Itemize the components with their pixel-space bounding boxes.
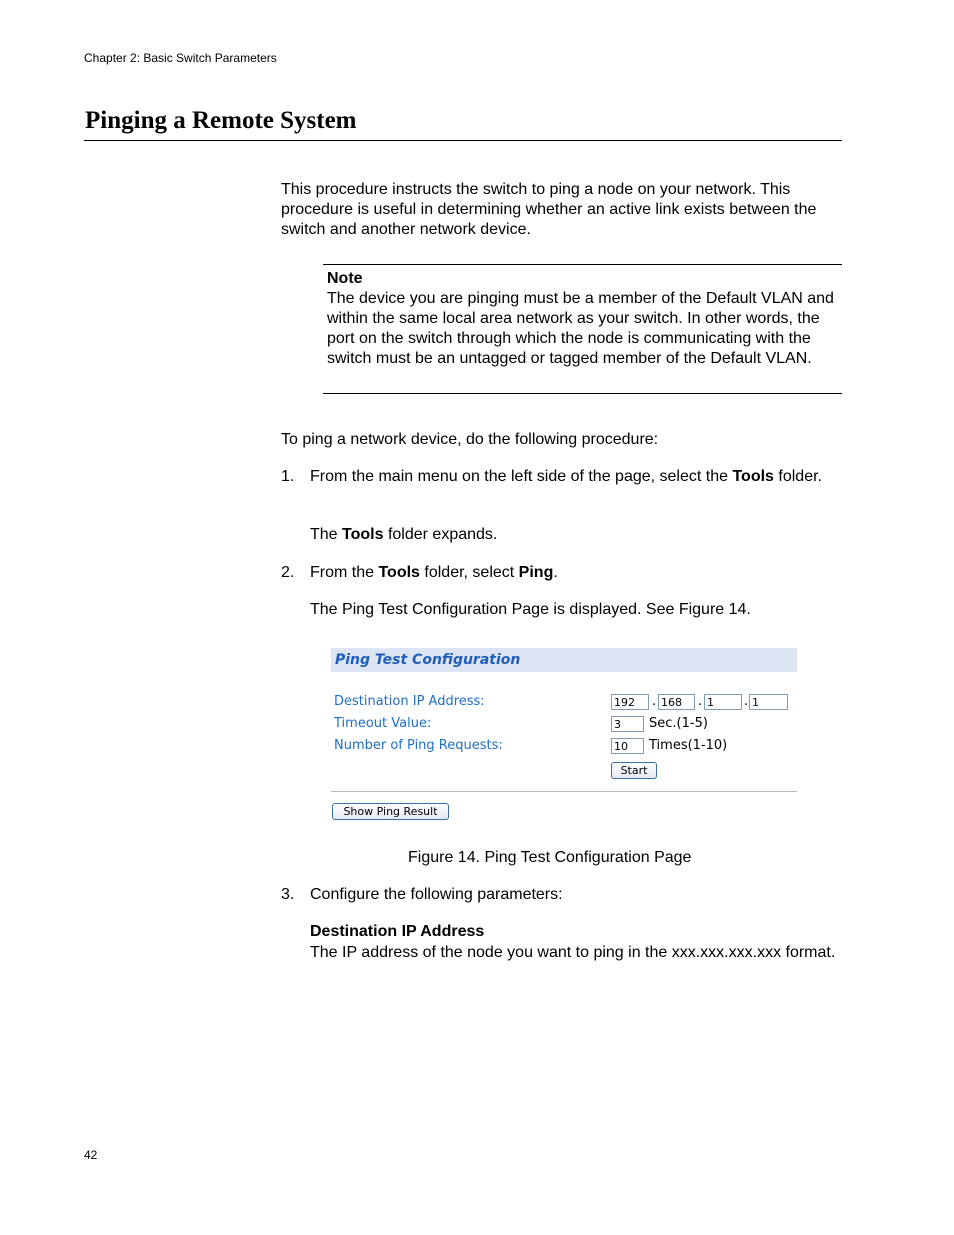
step-text-part: From the — [310, 564, 379, 581]
start-button[interactable]: Start — [611, 762, 657, 779]
section-title: Pinging a Remote System — [85, 107, 357, 134]
figure-divider — [331, 791, 797, 792]
step-result-part: The — [310, 526, 343, 543]
step-result-bold: Tools — [342, 526, 384, 543]
ip-octet-2-input[interactable]: 168 — [658, 694, 695, 710]
step-text — [310, 467, 842, 487]
ip-octet-3-input[interactable]: 1 — [704, 694, 742, 710]
ping-config-figure — [331, 648, 798, 823]
show-ping-result-button[interactable]: Show Ping Result — [332, 803, 449, 820]
ip-octet-1-input[interactable]: 192 — [611, 694, 649, 710]
page-number: 42 — [84, 1148, 98, 1162]
step-result — [310, 525, 842, 545]
ping-count-label: Number of Ping Requests: — [334, 738, 503, 753]
title-rule — [84, 140, 842, 141]
step-text: Configure the following parameters: — [310, 886, 563, 903]
note-box — [323, 264, 842, 394]
step-text-part: From the main menu on the left side of the page, select the — [310, 468, 733, 485]
parameter-description: The IP address of the node you want to ping in the xxx.xxx.xxx.xxx format. — [310, 944, 836, 961]
ping-count-range: Times(1-10) — [649, 738, 728, 753]
parameter-title: Destination IP Address — [310, 923, 485, 940]
timeout-range: Sec.(1-5) — [649, 716, 708, 731]
destination-ip-label: Destination IP Address: — [334, 694, 485, 709]
step-number: 1. — [281, 468, 295, 485]
ip-octet-4-input[interactable]: 1 — [749, 694, 788, 710]
note-text: The device you are pinging must be a member of the Default VLAN and within the same local area network as your switch. In other words, the port on the switch through which the node is communicating with the switch must be an untagged or tagged member of the Default VLAN. — [327, 290, 834, 367]
step-text-part: folder. — [773, 468, 822, 485]
timeout-label: Timeout Value: — [334, 716, 432, 731]
step-number: 3. — [281, 886, 295, 903]
running-head: Chapter 2: Basic Switch Parameters — [84, 51, 277, 65]
step-text-bold: Ping — [518, 564, 554, 581]
step-text-part: folder, select — [419, 564, 519, 581]
figure-caption: Figure 14. Ping Test Configuration Page — [408, 849, 692, 866]
step-text-part: . — [553, 564, 558, 581]
ip-separator: . — [698, 694, 703, 709]
ping-count-input[interactable]: 10 — [611, 738, 644, 754]
ip-separator: . — [744, 694, 749, 709]
step-text — [310, 563, 842, 583]
procedure-lead: To ping a network device, do the following procedure: — [281, 431, 659, 448]
figure-header-bar — [331, 648, 797, 672]
step-result: The Ping Test Configuration Page is displayed. See Figure 14. — [310, 601, 751, 618]
step-result-part: folder expands. — [383, 526, 498, 543]
timeout-input[interactable]: 3 — [611, 716, 644, 732]
step-text-bold: Tools — [732, 468, 774, 485]
ip-separator: . — [652, 694, 657, 709]
step-text-bold: Tools — [378, 564, 420, 581]
step-number: 2. — [281, 564, 295, 581]
intro-paragraph: This procedure instructs the switch to ping a node on your network. This procedure is useful in determining whether an active link exists between the switch and another network device. — [281, 181, 817, 238]
figure-header-title: Ping Test Configuration — [335, 652, 521, 668]
note-title: Note — [327, 270, 363, 287]
